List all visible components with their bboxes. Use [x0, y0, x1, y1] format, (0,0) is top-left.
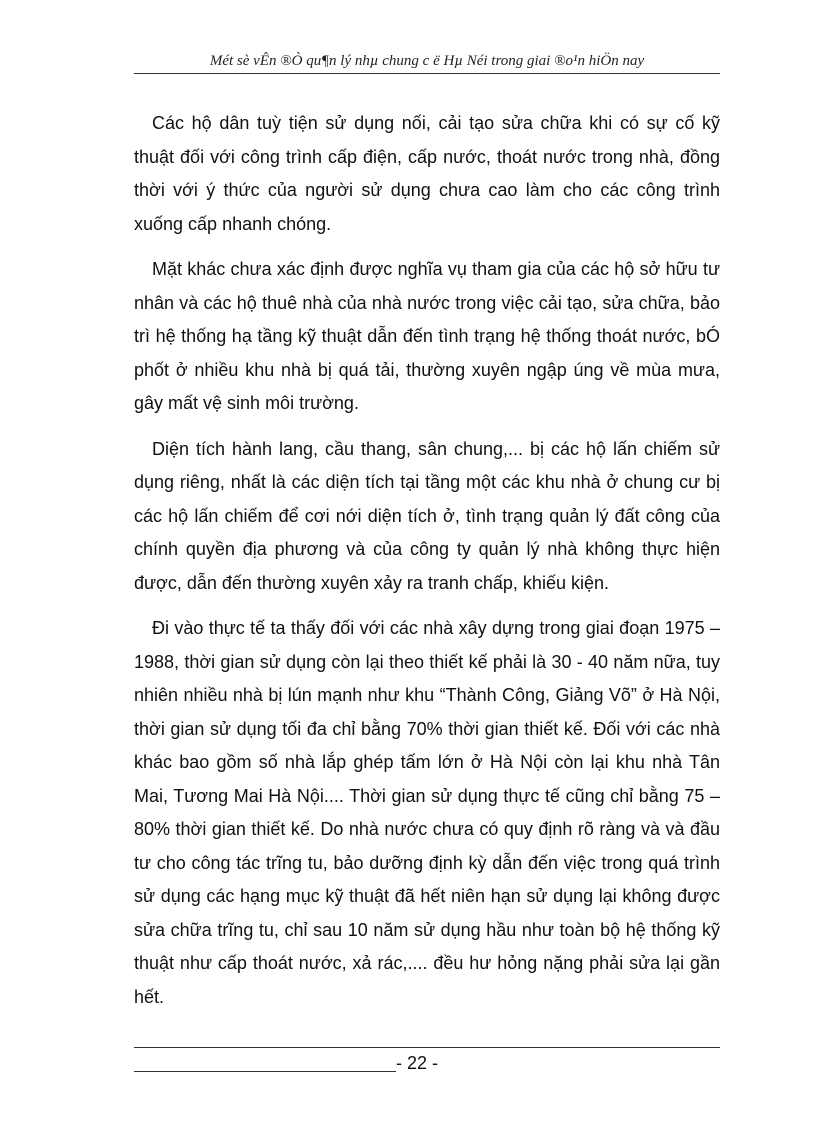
- running-header: Mét sè vÊn ®Ò qu¶n lý nhµ chung c ë Hµ Néi trong giai ®o¹n hiÖn nay: [209, 53, 645, 69]
- page-number: - 22 -: [396, 1053, 439, 1073]
- footer-underline: [134, 1071, 396, 1072]
- paragraph-2: Mặt khác chưa xác định được nghĩa vụ tham gia của các hộ sở hữu tư nhân và các hộ thuê nhà của nhà nước trong việc cải tạo, sửa chữa, bảo trì hệ thống hạ tầng kỹ thuật dẫn đến tình trạng hệ thống thoát nước, bÓ phốt ở nhiều khu nhà bị quá tải, thường xuyên ngập úng về mùa mưa, gây mất vệ sinh môi trường.: [134, 259, 720, 413]
- body-text: [134, 107, 720, 1026]
- paragraph-1: Các hộ dân tuỳ tiện sử dụng nối, cải tạo sửa chữa khi có sự cố kỹ thuật đối với công trình cấp điện, cấp nước, thoát nước trong nhà, đồng thời với ý thức của người sử dụng chưa cao làm cho các công trình xuống cấp nhanh chóng.: [134, 113, 720, 234]
- footer-rule: [134, 1047, 720, 1048]
- header-rule: [134, 73, 720, 74]
- paragraph-3: Diện tích hành lang, cầu thang, sân chung,... bị các hộ lấn chiếm sử dụng riêng, nhất là các diện tích tại tầng một các khu nhà ở chung cư bị các hộ lấn chiếm để cơi nới diện tích ở, tình trạng quản lý đất công của chính quyền địa phương và của công ty quản lý nhà không thực hiện được, dẫn đến thường xuyên xảy ra tranh chấp, khiếu kiện.: [134, 438, 720, 593]
- paragraph-4: Đi vào thực tế ta thấy đối với các nhà xây dựng trong giai đoạn 1975 – 1988, thời gian sử dụng còn lại theo thiết kế phải là 30 - 40 năm nữa, tuy nhiên nhiều nhà bị lún mạnh như khu “Thành Công, Giảng Võ” ở Hà Nội, thời gian sử dụng tối đa chỉ bằng 70% thời gian thiết kế. Đối với các nhà khác bao gồm số nhà lắp ghép tấm lớn ở Hà Nội còn lại khu nhà Tân Mai, Tương Mai Hà Nội.... Thời gian sử dụng thực tế cũng chỉ bằng 75 – 80% thời gian thiết kế. Do nhà nước chưa có quy định rõ ràng và và đầu tư cho công tác trĩng tu, bảo dưỡng định kỳ dẫn đến việc trong quá trình sử dụng các hạng mục kỹ thuật đã hết niên hạn sử dụng lại không được sửa chữa trĩng tu, chỉ sau 10 năm sử dụng hầu như toàn bộ hệ thống kỹ thuật như cấp thoát nước, xả rác,.... đều hư hỏng nặng phải sửa lại gần hết.: [134, 618, 720, 1007]
